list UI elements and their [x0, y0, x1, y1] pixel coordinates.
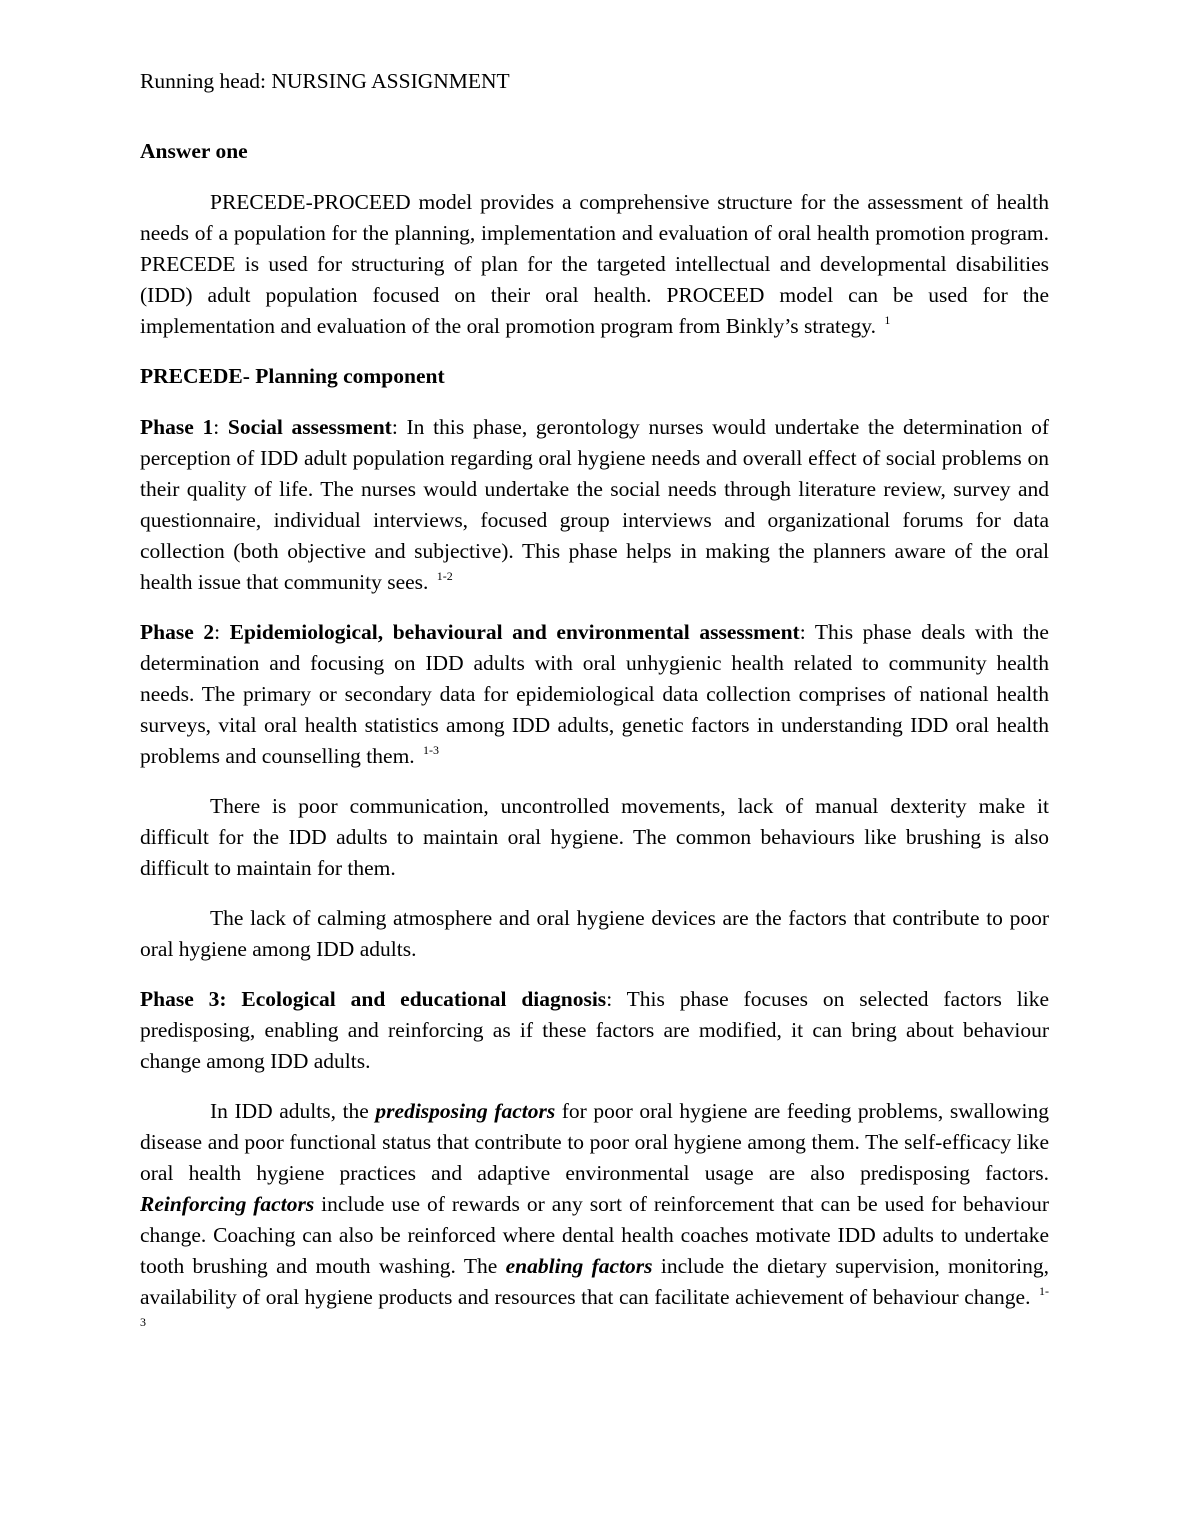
environment-paragraph: The lack of calming atmosphere and oral hygiene devices are the factors that contribute to poor oral hygiene among IDD adults. — [140, 906, 1049, 961]
document-page — [140, 66, 1049, 1363]
phase2-paragraph — [140, 617, 1049, 772]
phase2-text: : This phase deals with the determination and focusing on IDD adults with oral unhygienic health related to community health needs. The primary or secondary data for epidemiological data collection comprises of national health surveys, vital oral health statistics among IDD adults, genetic factors in understanding IDD oral health problems and counselling them. — [140, 620, 1049, 768]
citation-ref: 1-3 — [423, 743, 440, 757]
heading-precede-planning: PRECEDE- Planning component — [140, 364, 445, 388]
phase1-separator: : — [213, 415, 228, 439]
phase2-label: Phase 2 — [140, 620, 215, 644]
intro-paragraph — [140, 187, 1049, 342]
factors-text-3: include use of rewards or any sort of reinforcement that can be used for behaviour change. Coaching can also be reinforced where dental health coaches motivate IDD adults to undertake tooth brushing and mouth washing. The — [140, 1192, 1049, 1278]
phase3-paragraph — [140, 984, 1049, 1077]
phase2-separator: : — [214, 620, 230, 644]
factors-text-2: for poor oral hygiene are feeding problems, swallowing disease and poor functional status that contribute to poor oral hygiene among them. The self-efficacy like oral health hygiene practices and adaptive environmental usage are also predisposing factors. — [140, 1099, 1049, 1185]
phase1-label: Phase 1 — [140, 415, 214, 439]
phase3-title: Phase 3: Ecological and educational diagnosis — [140, 987, 607, 1011]
phase2-title: Epidemiological, behavioural and environmental assessment — [229, 620, 800, 644]
factors-paragraph — [140, 1096, 1049, 1344]
phase1-text: : In this phase, gerontology nurses would undertake the determination of perception of IDD adult population regarding oral hygiene needs and overall effect of social problems on their quality of life. The nurses would undertake the social needs through literature review, survey and questionnaire, individual interviews, focused group interviews and organizational forums for data collection (both objective and subjective). This phase helps in making the planners aware of the oral health issue that community sees. — [140, 415, 1050, 594]
phase1-title: Social assessment — [227, 415, 392, 439]
phase3-text: : This phase focuses on selected factors like predisposing, enabling and reinforcing as if these factors are modified, it can bring about behaviour change among IDD adults. — [140, 987, 1049, 1073]
running-head: Running head: NURSING ASSIGNMENT — [140, 69, 510, 93]
citation-ref: 1 — [884, 313, 891, 327]
citation-ref: 1-2 — [436, 569, 453, 583]
enabling-factors-term: enabling factors — [505, 1254, 653, 1278]
intro-text: PRECEDE-PROCEED model provides a comprehensive structure for the assessment of health needs of a population for the planning, implementation and evaluation of oral health promotion program. PRECEDE is used for structuring of plan for the targeted intellectual and developmental disabilities (IDD) adult population focused on their oral health. PROCEED model can be used for the implementation and evaluation of the oral promotion program from Binkly’s strategy. — [140, 190, 1049, 338]
heading-answer-one: Answer one — [140, 139, 248, 163]
factors-text-1: In IDD adults, the — [210, 1099, 376, 1123]
factors-text-4: include the dietary supervision, monitoring, availability of oral hygiene products and resources that can facilitate achievement of behaviour change. — [140, 1254, 1049, 1309]
citation-ref: 1-3 — [140, 1284, 1050, 1329]
phase1-paragraph — [140, 412, 1049, 598]
predisposing-factors-term: predisposing factors — [375, 1099, 556, 1123]
behaviour-paragraph: There is poor communication, uncontrolled movements, lack of manual dexterity make it difficult for the IDD adults to maintain oral hygiene. The common behaviours like brushing is also difficult to maintain for them. — [140, 794, 1049, 880]
reinforcing-factors-term: Reinforcing factors — [140, 1192, 315, 1216]
